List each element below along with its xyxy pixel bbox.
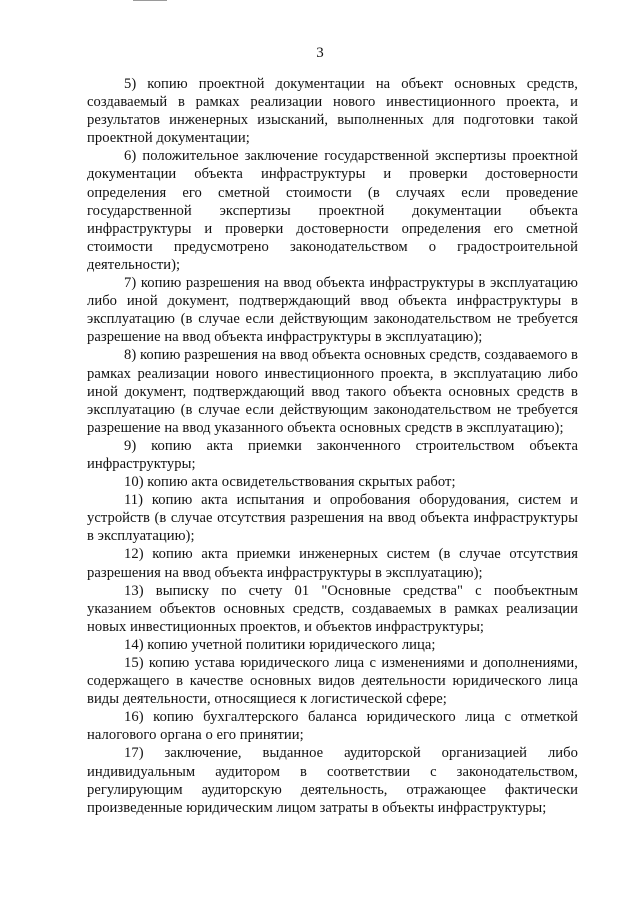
list-item: 5) копию проектной документации на объект основных средств, создаваемый в рамках реализации нового инвестиционного проекта, и результатов инженерных изысканий, выполненных для подготовки такой проектной документации; [87, 76, 578, 147]
list-item: 15) копию устава юридического лица с изменениями и дополнениями, содержащего в качестве основных видов деятельности юридического лица виды деятельности, относящиеся к логистической сфере; [87, 655, 578, 708]
list-item: 9) копию акта приемки законченного строительством объекта инфраструктуры; [87, 437, 578, 472]
page-number: 3 [316, 45, 324, 61]
list-item: 14) копию учетной политики юридического лица; [124, 636, 436, 653]
list-item: 16) копию бухгалтерского баланса юридического лица с отметкой налогового органа о его принятии; [87, 709, 578, 744]
list-item: 8) копию разрешения на ввод объекта основных средств, создаваемого в рамках реализации нового инвестиционного проекта, в эксплуатацию либо иной документ, подтверждающий ввод такого объекта основных средств в эксплуатацию (в случае если действующим законодательством не требуется разрешение на ввод указанного объекта основных средств в эксплуатацию); [87, 347, 578, 436]
list-item: 10) копию акта освидетельствования скрытых работ; [124, 474, 456, 491]
scan-edge-mark [133, 0, 167, 1]
list-item: 6) положительное заключение государственной экспертизы проектной документации объекта инфраструктуры и проверки достоверности определения его сметной стоимости (в случаях если проведение государственной экспертизы проектной документации объекта инфраструктуры и проверки достоверности определения его сметной стоимости предусмотрено законодательством о градостроительной деятельности); [87, 148, 578, 273]
list-item: 13) выписку по счету 01 "Основные средства" с пообъектным указанием объектов основных средств, создаваемых в рамках реализации новых инвестиционных проектов, и объектов инфраструктуры; [87, 582, 578, 635]
document-body [87, 75, 578, 817]
list-item: 11) копию акта испытания и опробования оборудования, систем и устройств (в случае отсутствия разрешения на ввод объекта инфраструктуры в эксплуатацию); [87, 492, 578, 545]
list-item: 12) копию акта приемки инженерных систем (в случае отсутствия разрешения на ввод объекта инфраструктуры в эксплуатацию); [87, 546, 578, 581]
list-item: 17) заключение, выданное аудиторской организацией либо индивидуальным аудитором в соответствии с законодательством, регулирующим аудиторскую деятельность, отражающее фактически произведенные юридическим лицом затраты в объекты инфраструктуры; [87, 745, 578, 816]
list-item: 7) копию разрешения на ввод объекта инфраструктуры в эксплуатацию либо иной документ, подтверждающий ввод объекта инфраструктуры в эксплуатацию (в случае если действующим законодательством не требуется разрешение на ввод объекта инфраструктуры в эксплуатацию); [87, 275, 578, 346]
